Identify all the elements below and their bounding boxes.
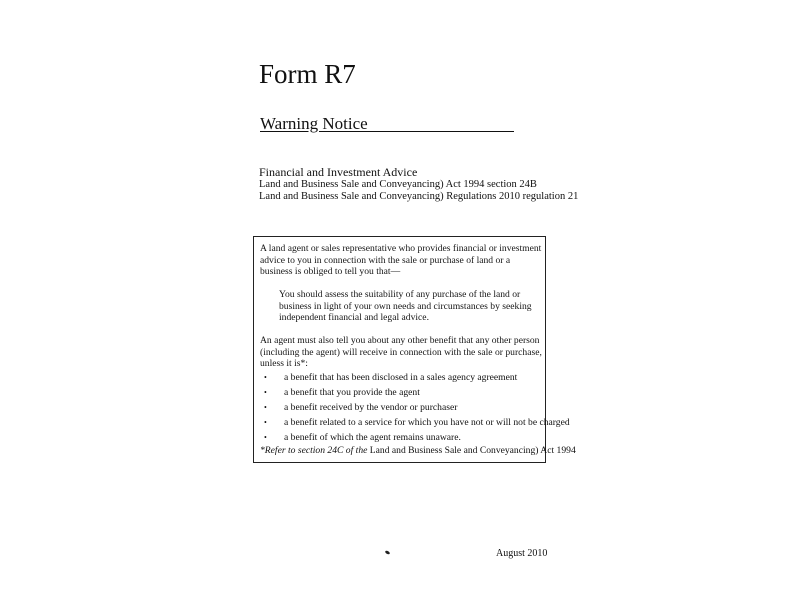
notice-paragraph-advice: You should assess the suitability of any purchase of the land or business in light of your own needs and circumstances by seeking independent financial and legal advice. — [279, 289, 532, 323]
notice-paragraph-benefit: An agent must also tell you about any other benefit that any other person (including the agent) will receive in connection with the sale or purchase, unless it is*: — [260, 335, 542, 369]
list-item-text: a benefit that you provide the agent — [284, 387, 420, 398]
document-date: August 2010 — [496, 548, 548, 559]
list-item — [264, 415, 570, 430]
warning-heading: Warning Notice — [260, 114, 368, 133]
bullet-icon: • — [264, 403, 267, 412]
notice-box — [253, 236, 576, 463]
legislation-heading — [259, 165, 589, 203]
warning-underline-rule — [356, 131, 514, 132]
scan-speck-mark — [385, 550, 391, 555]
heading-title: Financial and Investment Advice — [259, 165, 418, 179]
list-item-text: a benefit related to a service for which you have not or will not be charged — [284, 417, 570, 428]
list-item — [264, 400, 542, 415]
footnote-reference: *Refer to section 24C of the — [260, 445, 368, 456]
list-item-text: a benefit that has been disclosed in a sales agency agreement — [284, 372, 518, 383]
heading-regulation-reference: Land and Business Sale and Conveyancing) Regulations 2010 regulation 21 — [259, 191, 579, 202]
bullet-icon: • — [264, 373, 267, 382]
benefit-list — [264, 370, 570, 445]
form-title: Form R7 — [259, 59, 356, 89]
footnote — [260, 445, 576, 457]
list-item — [264, 370, 542, 385]
footnote-act: Land and Business Sale and Conveyancing) Act 1994 — [367, 445, 576, 456]
list-item — [264, 385, 542, 400]
notice-paragraph-intro: A land agent or sales representative who provides financial or investment advice to you in connection with the sale or purchase of land or a business is obliged to tell you that— — [260, 243, 542, 277]
list-item — [264, 430, 542, 445]
bullet-icon: • — [264, 388, 267, 397]
bullet-icon: • — [264, 433, 267, 442]
bullet-icon: • — [264, 418, 267, 427]
list-item-text: a benefit of which the agent remains unaware. — [284, 432, 461, 443]
list-item-text: a benefit received by the vendor or purchaser — [284, 402, 458, 413]
heading-act-reference: Land and Business Sale and Conveyancing) Act 1994 section 24B — [259, 179, 537, 190]
warning-heading-row — [260, 114, 516, 136]
